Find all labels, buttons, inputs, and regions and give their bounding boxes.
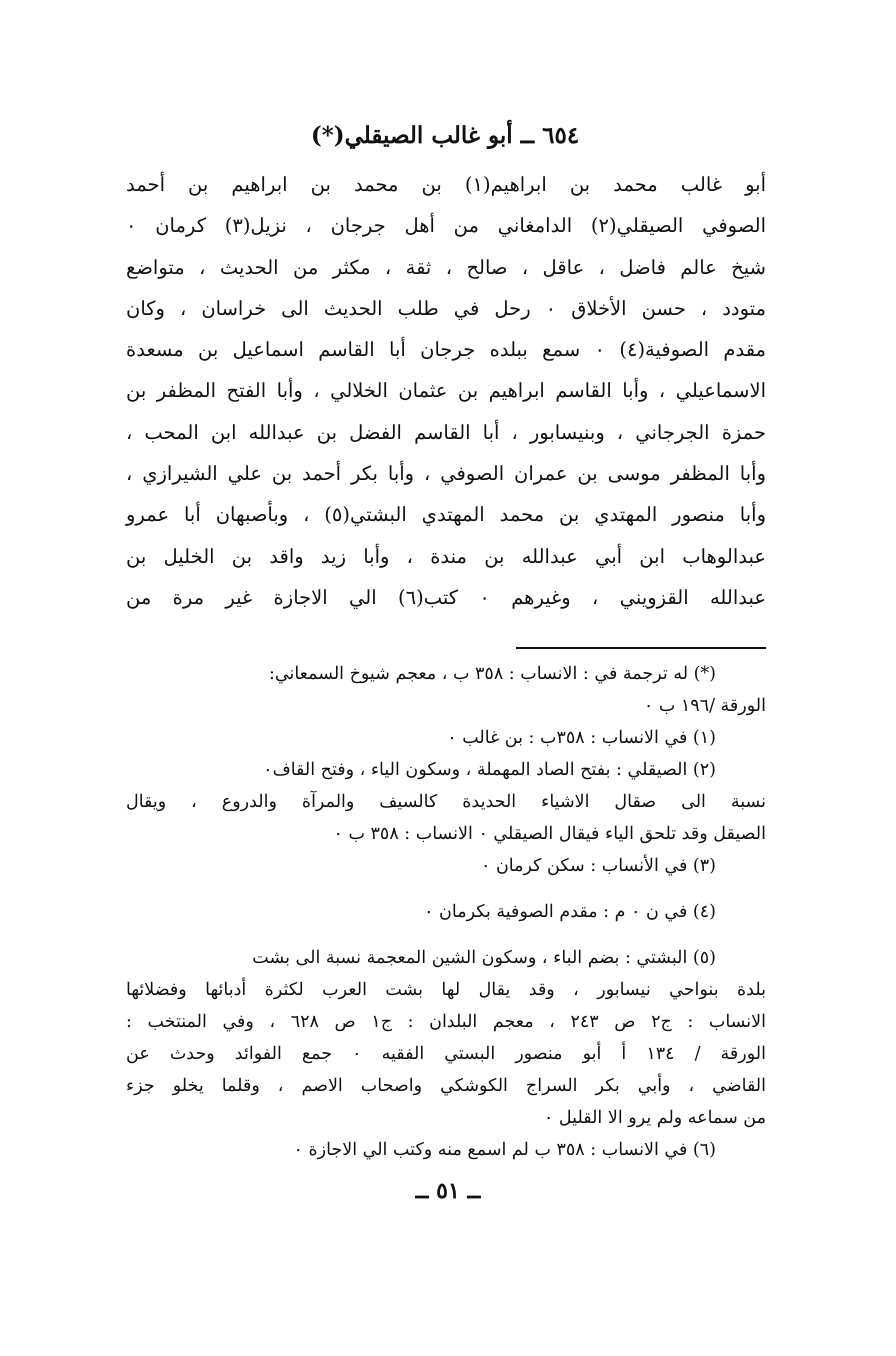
body-line: أبو غالب محمد بن ابراهيم(١) بن محمد بن ابراهيم بن أحمد bbox=[126, 173, 766, 196]
footnote-5-cont: من سماعه ولم يرو الا القليل ٠ bbox=[543, 1108, 766, 1128]
body-line: حمزة الجرجاني ، وبنيسابور ، أبا القاسم الفضل بن عبدالله ابن المحب ، bbox=[126, 420, 766, 444]
entry-body bbox=[126, 164, 766, 618]
body-line: وأبا المظفر موسى بن عمران الصوفي ، وأبا بكر أحمد بن علي الشيرازي ، bbox=[126, 462, 766, 486]
footnote-5-cont: بلدة بنواحي نيسابور ، وقد يقال لها بشت العرب لكثرة أدبائها وفضلائها bbox=[126, 980, 766, 1000]
body-line: عبدالله القزويني ، وغيرهم ٠ كتب(٦) الي الاجازة غير مرة من bbox=[126, 585, 766, 609]
body-line: عبدالوهاب ابن أبي عبدالله بن مندة ، وأبا زيد واقد بن الخليل بن bbox=[126, 544, 766, 568]
footnote-6: (٦) في الانساب : ٣٥٨ ب لم اسمع منه وكتب الي الاجازة ٠ bbox=[293, 1140, 716, 1160]
footnote-2-cont: نسبة الى صقال الاشياء الحديدة كالسيف والمرآة والدروع ، ويقال bbox=[126, 792, 766, 812]
footnotes bbox=[126, 658, 766, 1166]
footnote-5: (٥) البشتي : بضم الباء ، وسكون الشين المعجمة نسبة الى بشت bbox=[252, 948, 716, 968]
footnote-2: (٢) الصيقلي : بفتح الصاد المهملة ، وسكون الياء ، وفتح القاف٠ bbox=[263, 760, 716, 780]
body-line: الاسماعيلي ، وأبا القاسم ابراهيم بن عثمان الخلالي ، وأبا الفتح المظفر بن bbox=[126, 379, 766, 403]
footnote-star-cont: الورقة /١٩٦ ب ٠ bbox=[643, 696, 766, 716]
footnote-separator bbox=[516, 647, 766, 649]
entry-title: ٦٥٤ ــ أبو غالب الصيقلي(*) bbox=[310, 122, 580, 149]
page-number: ــ ٥١ ــ bbox=[415, 1178, 481, 1204]
footnote-2-cont: الصيقل وقد تلحق الياء فيقال الصيقلي ٠ الانساب : ٣٥٨ ب ٠ bbox=[333, 824, 766, 844]
footnote-5-cont: الورقة / ١٣٤ أ أبو منصور البستي الفقيه ٠ جمع الفوائد وحدث عن bbox=[126, 1044, 766, 1064]
footnote-3: (٣) في الأنساب : سكن كرمان ٠ bbox=[480, 856, 716, 876]
footnote-5-cont: القاضي ، وأبي بكر السراج الكوشكي واصحاب الاصم ، وقلما يخلو جزء bbox=[126, 1076, 766, 1096]
footnote-5-cont: الانساب : ج٢ ص ٢٤٣ ، معجم البلدان : ج١ ص ٦٢٨ ، وفي المنتخب : bbox=[126, 1012, 766, 1032]
body-line: متودد ، حسن الأخلاق ٠ رحل في طلب الحديث الى خراسان ، وكان bbox=[126, 296, 767, 320]
footnote-1: (١) في الانساب : ٣٥٨ب : بن غالب ٠ bbox=[447, 728, 716, 748]
footnote-4: (٤) في ن ٠ م : مقدم الصوفية بكرمان ٠ bbox=[424, 902, 716, 922]
body-line: الصوفي الصيقلي(٢) الدامغاني من أهل جرجان ، نزيل(٣) كرمان ٠ bbox=[126, 214, 766, 238]
body-line: وأبا منصور المهتدي بن محمد المهتدي البشتي(٥) ، وبأصبهان أبا عمرو bbox=[126, 503, 766, 527]
body-line: مقدم الصوفية(٤) ٠ سمع ببلده جرجان أبا القاسم اسماعيل بن مسعدة bbox=[126, 338, 766, 362]
footnote-star: (*) له ترجمة في : الانساب : ٣٥٨ ب ، معجم شيوخ السمعاني: bbox=[268, 664, 716, 684]
body-line: شيخ عالم فاضل ، عاقل ، صالح ، ثقة ، مكثر من الحديث ، متواضع bbox=[126, 255, 766, 279]
